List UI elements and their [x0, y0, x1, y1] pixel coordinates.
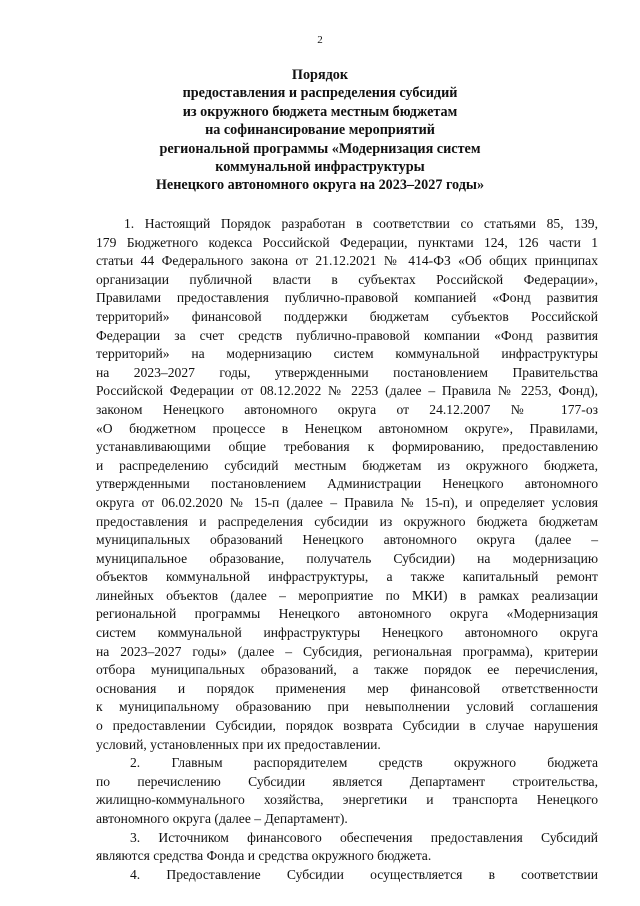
- paragraph-line: муниципальное образование, получатель Субсидии) на модернизацию: [96, 550, 598, 566]
- title-line: Порядок: [291, 67, 349, 83]
- paragraph-line: на 2023–2027 годы, утвержденными постановлением Правительства: [96, 364, 598, 380]
- document-body: [96, 215, 598, 884]
- paragraph-line: Правилами предоставления публично-правовой компанией «Фонд развития: [96, 290, 598, 306]
- paragraph-line: округа от 06.02.2020 № 15-п (далее – Правила № 15-п), и определяет условия: [96, 494, 598, 510]
- paragraph-line: жилищно-коммунального хозяйства, энергетики и транспорта Ненецкого: [96, 792, 598, 808]
- title-line: из окружного бюджета местным бюджетам: [182, 103, 458, 120]
- paragraph-line: 1. Настоящий Порядок разработан в соответствии со статьями 85, 139,: [124, 216, 598, 231]
- document-title: [0, 66, 640, 195]
- paragraph-line: 179 Бюджетного кодекса Российской Федерации, пунктами 124, 126 части 1: [96, 234, 598, 250]
- paragraph-line: и распределению субсидий местным бюджетам из окружного бюджета,: [96, 457, 598, 473]
- paragraph-line: устанавливающими общие требования к формированию, предоставлению: [96, 439, 598, 455]
- paragraph-line: систем коммунальной инфраструктуры Ненецкого автономного округа: [96, 625, 598, 641]
- paragraph-line: региональной программы Ненецкого автономного округа «Модернизация: [96, 606, 598, 622]
- title-line: предоставления и распределения субсидий: [182, 85, 458, 102]
- paragraph-line: автономного округа (далее – Департамент).: [96, 811, 348, 826]
- paragraph-line: 2. Главным распорядителем средств окружного бюджета: [130, 755, 598, 771]
- paragraph-line: линейных объектов (далее – мероприятие по МКИ) в рамках реализации: [96, 587, 598, 603]
- paragraph-line: организации публичной власти в субъектах Российской Федерации»,: [96, 271, 598, 287]
- paragraph-line: к муниципальному образованию при невыполнении условий соглашения: [96, 699, 598, 715]
- paragraph-line: законом Ненецкого автономного округа от 24.12.2007 № 177-оз: [96, 401, 598, 417]
- paragraph-line: 4. Предоставление Субсидии осуществляется в соответствии: [130, 866, 598, 882]
- paragraph-line: являются средства Фонда и средства окружного бюджета.: [96, 848, 432, 864]
- title-line: региональной программы «Модернизация систем: [159, 140, 481, 157]
- title-line: коммунальной инфраструктуры: [215, 159, 425, 176]
- paragraph-line: утвержденными постановлением Администрации Ненецкого автономного: [96, 476, 598, 492]
- paragraph-line: отбора муниципальных образований, а также порядок ее перечисления,: [96, 662, 598, 678]
- title-line: на софинансирование мероприятий: [205, 122, 435, 139]
- paragraph-line: статьи 44 Федерального закона от 21.12.2021 № 414-ФЗ «Об общих принципах: [96, 253, 598, 269]
- paragraph-line: муниципальных образований Ненецкого автономного округа (далее –: [96, 532, 598, 548]
- paragraph-line: «О бюджетном процессе в Ненецком автономном округе», Правилами,: [96, 420, 598, 436]
- paragraph-line: на 2023–2027 годы» (далее – Субсидия, региональная программа), критерии: [96, 643, 598, 659]
- paragraph-line: о предоставлении Субсидии, порядок возврата Субсидии в случае нарушения: [96, 718, 598, 734]
- paragraph-line: территорий» финансовой поддержки бюджетам субъектов Российской: [96, 308, 598, 324]
- paragraph-line: Российской Федерации от 08.12.2022 № 2253 (далее – Правила № 2253, Фонд),: [96, 383, 598, 399]
- paragraph-line: условий, установленных при их предоставлении.: [96, 736, 381, 752]
- paragraph-line: объектов коммунальной инфраструктуры, а также капитальный ремонт: [96, 569, 598, 585]
- paragraph-line: по перечислению Субсидии является Департамент строительства,: [96, 773, 598, 789]
- title-line: Ненецкого автономного округа на 2023–2027 годы»: [155, 177, 485, 194]
- paragraph-line: территорий» на модернизацию систем коммунальной инфраструктуры: [96, 346, 598, 362]
- paragraph-line: 3. Источником финансового обеспечения предоставления Субсидий: [130, 829, 598, 845]
- paragraph-line: предоставления и распределения субсидии из окружного бюджета бюджетам: [96, 513, 598, 529]
- page-number: 2: [317, 34, 323, 46]
- paragraph-line: основания и порядок применения мер финансовой ответственности: [96, 680, 598, 696]
- paragraph-line: Федерации за счет средств публично-правовой компании «Фонд развития: [96, 327, 598, 343]
